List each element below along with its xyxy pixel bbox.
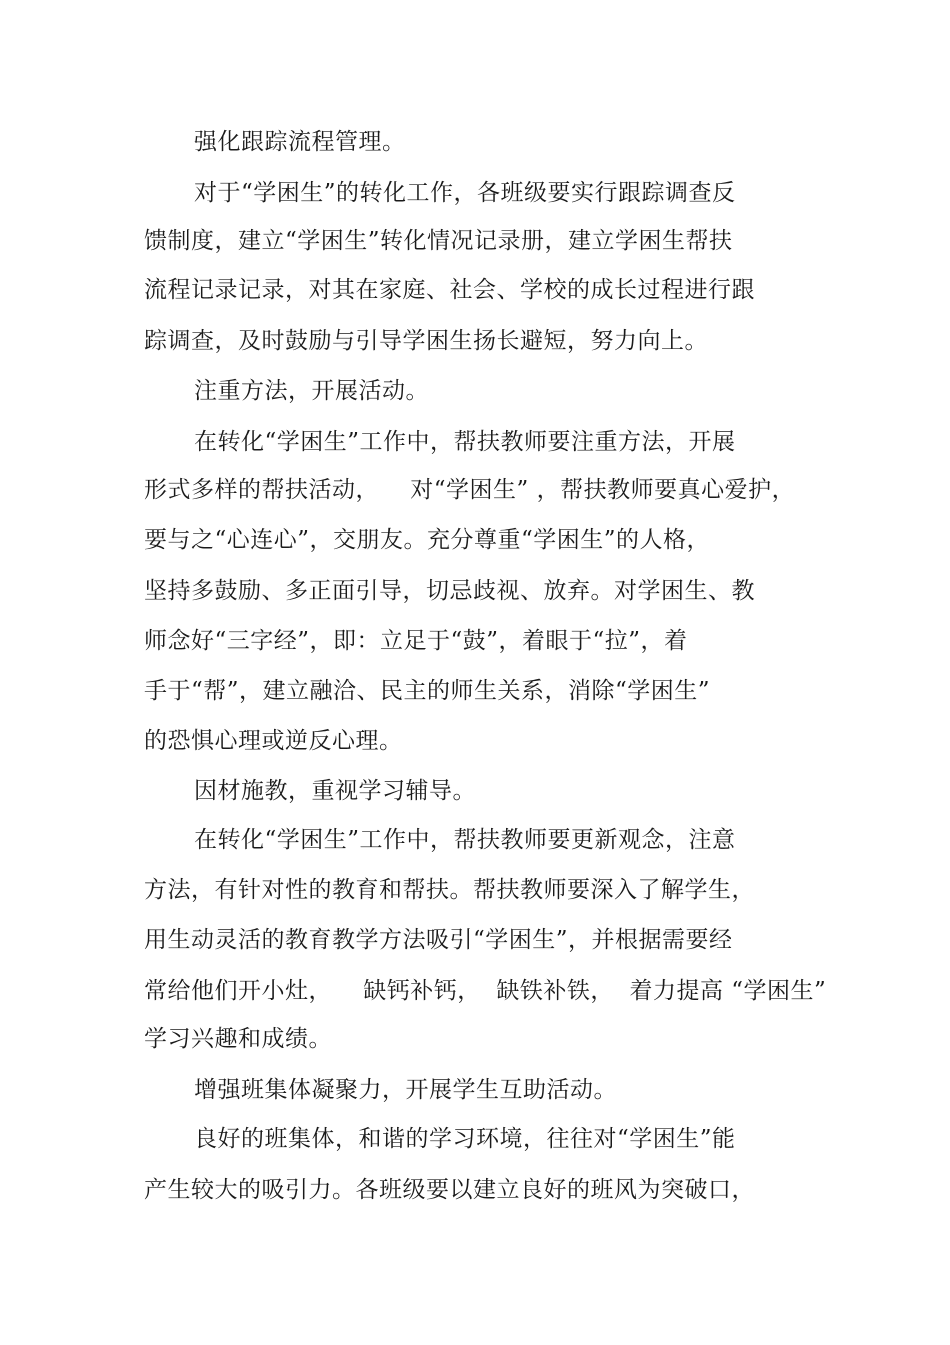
paragraph-line: 在转化“学困生”工作中，帮扶教师要注重方法，开展 bbox=[194, 429, 736, 455]
paragraph-line: 学习兴趣和成绩。 bbox=[144, 1026, 332, 1052]
paragraph-line: 用生动灵活的教育教学方法吸引“学困生”，并根据需要经 bbox=[144, 927, 733, 953]
paragraph-line: 馈制度，建立“学困生”转化情况记录册，建立学困生帮扶 bbox=[144, 228, 733, 254]
heading-tutoring: 因材施教，重视学习辅导。 bbox=[194, 778, 476, 804]
paragraph-line: 形式多样的帮扶活动， 对“学困生” ，帮扶教师要真心爱护， bbox=[144, 477, 796, 503]
paragraph-line: 踪调查，及时鼓励与引导学困生扬长避短，努力向上。 bbox=[144, 328, 708, 354]
paragraph-line: 师念好“三字经”，即：立足于“鼓”，着眼于“拉”，着 bbox=[144, 628, 688, 654]
paragraph-line: 良好的班集体，和谐的学习环境，往往对“学困生”能 bbox=[194, 1126, 736, 1152]
paragraph-line: 手于“帮”，建立融洽、民主的师生关系，消除“学困生” bbox=[144, 678, 711, 704]
paragraph-line: 要与之“心连心”，交朋友。充分尊重“学困生”的人格， bbox=[144, 527, 711, 553]
heading-tracking: 强化跟踪流程管理。 bbox=[194, 129, 406, 155]
paragraph-line: 流程记录记录，对其在家庭、社会、学校的成长过程进行跟 bbox=[144, 277, 755, 303]
paragraph-line: 产生较大的吸引力。各班级要以建立良好的班风为突破口， bbox=[144, 1177, 755, 1203]
paragraph-line: 常给他们开小灶， 缺钙补钙， 缺铁补铁， 着力提高 “学困生” bbox=[144, 978, 827, 1004]
paragraph-line: 坚持多鼓励、多正面引导，切忌歧视、放弃。对学困生、教 bbox=[144, 578, 755, 604]
heading-methods: 注重方法，开展活动。 bbox=[194, 378, 429, 404]
paragraph-line: 的恐惧心理或逆反心理。 bbox=[144, 728, 403, 754]
paragraph-line: 方法，有针对性的教育和帮扶。帮扶教师要深入了解学生， bbox=[144, 877, 755, 903]
paragraph-line: 对于“学困生”的转化工作，各班级要实行跟踪调查反 bbox=[194, 180, 736, 206]
heading-cohesion: 增强班集体凝聚力，开展学生互助活动。 bbox=[194, 1077, 617, 1103]
paragraph-line: 在转化“学困生”工作中，帮扶教师要更新观念，注意 bbox=[194, 827, 736, 853]
